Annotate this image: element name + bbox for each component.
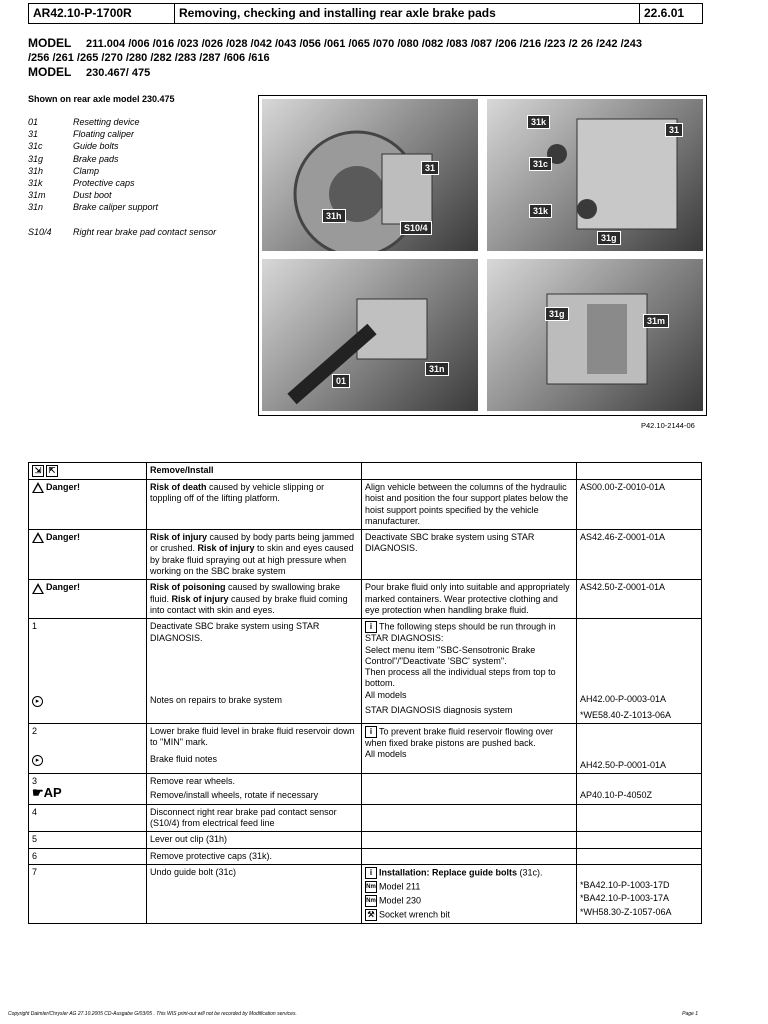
danger-row: Danger! Risk of death caused by vehicle slipping or toppling off of the lifting platform. Align vehicle between the columns of the hydraulic hoist and position the four support plates below the hoist support points specified by the vehicle manufacturer. AS00.00-Z-0010-01A <box>29 480 702 530</box>
danger-label: Danger! <box>32 582 143 593</box>
caliper-illustration <box>487 99 703 251</box>
torque-icon: Nm <box>365 881 377 893</box>
reference-link[interactable]: AS42.50-Z-0001-01A <box>577 580 702 619</box>
reference-link[interactable]: AS42.46-Z-0001-01A <box>577 530 702 580</box>
warning-icon <box>32 583 44 594</box>
reference-link[interactable]: AS00.00-Z-0010-01A <box>577 480 702 530</box>
step-row: 2 ▸ Lower brake fluid level in brake fluid reservoir down to "MIN" mark. Brake fluid notes i To prevent brake fluid reservoir flowing over when fixed brake pistons are pushed back. All models AH42.50-P-0001-01A <box>29 723 702 773</box>
copyright-note: Copyright Daimler/Chrysler AG 27.10.2005 CD-Ausgabe G/03/05 . This WIS print-out will not be recorded by Modification services. <box>8 1011 297 1017</box>
legend-item: 31m Dust boot <box>28 190 112 201</box>
photo-label: 31k <box>529 204 552 218</box>
step-row: 5 Lever out clip (31h) <box>29 832 702 848</box>
note-link[interactable]: Brake fluid notes <box>150 754 218 765</box>
legend-item: 01 Resetting device <box>28 117 140 127</box>
photo-label: 01 <box>332 374 350 388</box>
torque-icon: Nm <box>365 895 377 907</box>
photo-label: 31k <box>527 115 550 129</box>
danger-label: Danger! <box>32 482 143 493</box>
reference-link[interactable]: AH42.00-P-0003-01A <box>580 694 667 705</box>
step-row: 6 Remove protective caps (31k). <box>29 848 702 864</box>
info-icon: i <box>365 621 377 633</box>
legend-item: 31h Clamp <box>28 165 100 176</box>
info-icon: i <box>365 867 377 879</box>
photo-label: 31 <box>665 123 683 137</box>
reference-link[interactable]: *WE58.40-Z-1013-06A <box>580 709 672 720</box>
document-title: Removing, checking and installing rear axle brake pads <box>175 4 640 23</box>
photo-resetting-device <box>262 259 478 411</box>
danger-row: Danger! Risk of injury caused by body parts being jammed or crushed. Risk of injury to skin and eyes caused by brake fluid spraying out at high pressure when working on the SBC brake system Deactivate SBC brake system using STAR DIAGNOSIS. AS42.46-Z-0001-01A <box>29 530 702 580</box>
header-icons <box>29 463 147 480</box>
model-line-3: 230.467/ 475 <box>86 67 151 79</box>
step-row: 3 ☛AP Remove rear wheels. Remove/install wheels, rotate if necessary AP40.10-P-4050Z <box>29 774 702 805</box>
danger-row: Danger! Risk of poisoning caused by swallowing brake fluid. Risk of injury caused by brake fluid coming into contact with skin and eyes. Pour brake fluid only into suitable and appropriately marked containers. Wear protective clothing and eye protection when handling brake fluid. AS42.50-Z-0001-01A <box>29 580 702 619</box>
model-list <box>28 36 728 80</box>
photo-label: 31n <box>425 362 449 376</box>
reference-link[interactable]: *BA42.10-P-1003-17D <box>580 879 670 890</box>
resetting-device-illustration <box>262 259 478 411</box>
remove-install-icon: ⇲ <box>32 465 44 477</box>
note-icon: ▸ <box>32 755 43 766</box>
legend-item: S10/4 Right rear brake pad contact sensor <box>28 226 217 237</box>
procedure-table <box>28 462 702 924</box>
legend-item: 31k Protective caps <box>28 178 135 189</box>
note-icon: ▸ <box>32 696 43 707</box>
photo-label: 31g <box>545 307 569 321</box>
danger-label: Danger! <box>32 532 143 543</box>
document-code: AR42.10-P-1700R <box>29 4 175 23</box>
photo-label: S10/4 <box>400 221 432 235</box>
photo-label: 31c <box>529 157 552 171</box>
photo-caliper-caps <box>487 99 703 251</box>
step-row: 7 Undo guide bolt (31c) i Installation: Replace guide bolts (31c). Nm Model 211 Nm Model 230 ⚒ Socket wrench bit *BA42.10-P-1003-17D *BA42.10-P-1003-17A *WH58.30-Z-1057-06A <box>29 864 702 923</box>
figure-reference: P42.10-2144-06 <box>641 421 695 430</box>
page-number: Page 1 <box>682 1011 698 1017</box>
reference-link[interactable]: *WH58.30-Z-1057-06A <box>580 906 672 917</box>
tool-icon: ⚒ <box>365 909 377 921</box>
photo-brake-disc <box>262 99 478 251</box>
figure-legend <box>28 116 216 238</box>
photo-label: 31g <box>597 231 621 245</box>
photo-label: 31h <box>322 209 346 223</box>
model-label-2: MODEL <box>28 65 72 79</box>
warning-icon <box>32 482 44 493</box>
shown-on-note: Shown on rear axle model 230.475 <box>28 94 175 104</box>
model-label: MODEL <box>28 36 72 50</box>
document-header <box>28 3 703 24</box>
photo-brake-pads <box>487 259 703 411</box>
document-date: 22.6.01 <box>644 6 685 20</box>
legend-item: 31g Brake pads <box>28 153 119 164</box>
photo-label: 31 <box>421 161 439 175</box>
reference-link[interactable]: *BA42.10-P-1003-17A <box>580 893 670 904</box>
figure-photos <box>258 95 707 416</box>
table-heading: Remove/Install <box>147 463 362 480</box>
brake-pad-illustration <box>487 259 703 411</box>
model-line-1: 211.004 /006 /016 /023 /026 /028 /042 /043 /056 /061 /065 /070 /080 /082 /083 /087 /206 /216 /223 /2 26 /242 /243 <box>86 38 642 50</box>
legend-item: 31 Floating caliper <box>28 129 135 140</box>
model-line-2: /256 /261 /265 /270 /280 /282 /283 /287 /606 /616 <box>28 52 270 64</box>
table-header-row <box>29 463 702 480</box>
legend-item: 31n Brake caliper support <box>28 202 159 213</box>
step-row: 4 Disconnect right rear brake pad contact sensor (S10/4) from electrical feed line <box>29 804 702 832</box>
brake-disc-illustration <box>262 99 478 251</box>
info-icon: i <box>365 726 377 738</box>
hand-icon: ☛ <box>32 785 44 801</box>
note-link[interactable]: Notes on repairs to brake system <box>150 694 283 705</box>
reference-link[interactable]: AP40.10-P-4050Z <box>580 790 653 801</box>
remove-install-icon: ⇱ <box>46 465 58 477</box>
photo-label: 31m <box>643 314 669 328</box>
warning-icon <box>32 532 44 543</box>
legend-item: 31c Guide bolts <box>28 141 119 152</box>
step-row: 1 ▸ Deactivate SBC brake system using STAR DIAGNOSIS. Notes on repairs to brake system i The following steps should be run through in STAR DIAGNOSIS: Select menu item "SBC-Sensotronic Brake Control"/"Deactivate 'SBC' system". Then process all the individual steps from top to bottom. All models STAR DIAGNOSIS diagnosis system AH42.00-P-0003-01A *WE58.40-Z-1013-06A <box>29 619 702 724</box>
reference-link[interactable]: AH42.50-P-0001-01A <box>580 759 667 770</box>
page-footer <box>8 1011 698 1017</box>
